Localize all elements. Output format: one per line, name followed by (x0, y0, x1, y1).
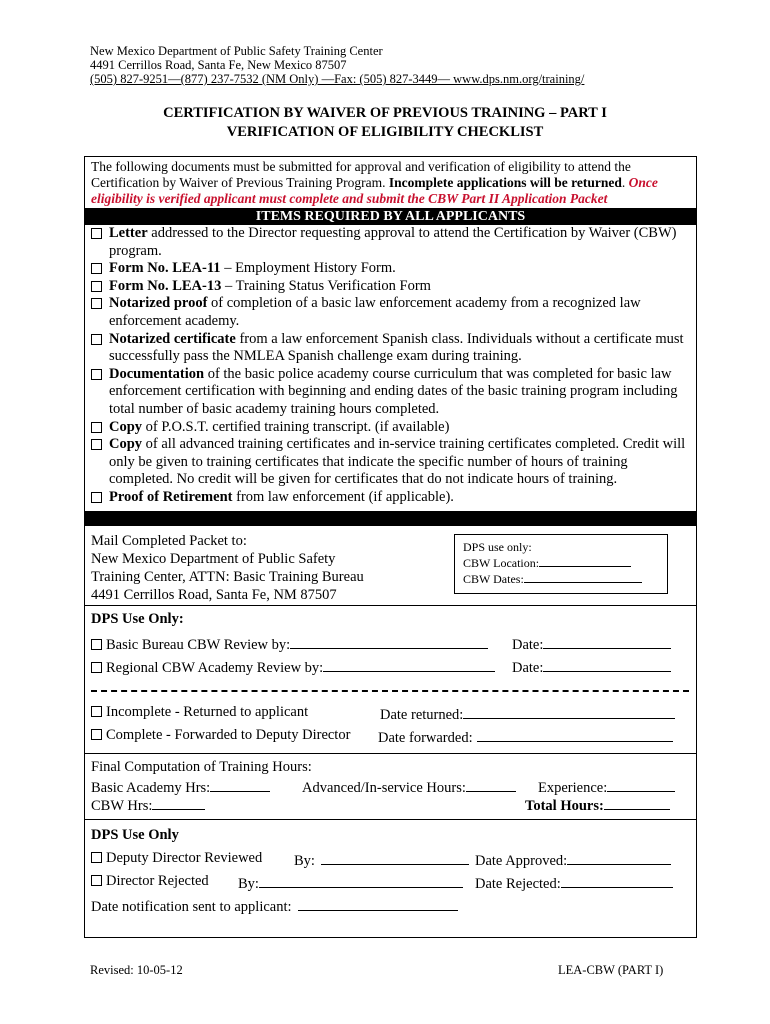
item-label: Notarized proof (109, 295, 208, 312)
item-text: addressed to the Director requesting approval to attend the Certification by Waiver (CBW) program. (109, 225, 677, 259)
mail-line-3: Training Center, ATTN: Basic Training Bureau (91, 569, 364, 585)
checkbox[interactable] (91, 298, 102, 309)
regional-review-field[interactable] (323, 657, 495, 672)
director-rejected-label: Director Rejected (106, 873, 209, 889)
checklist-item-lea-11 (85, 260, 696, 278)
date-label: Date: (512, 660, 544, 676)
item-label: Copy (109, 436, 143, 453)
item-label: Documentation (109, 365, 205, 382)
revision-date: Revised: 10-05-12 (90, 963, 183, 977)
date-approved-row (475, 850, 671, 870)
director-rejected-row (91, 873, 209, 890)
date-approved-label: Date Approved: (475, 853, 568, 869)
date-rejected-field[interactable] (561, 873, 673, 888)
intro-box (84, 156, 697, 212)
item-label: Letter (109, 225, 148, 241)
total-hours-field[interactable] (604, 795, 670, 810)
experience-field[interactable] (607, 777, 675, 792)
checklist-item-training-certificates (85, 436, 696, 489)
basic-review-date-field[interactable] (543, 634, 671, 649)
advanced-field[interactable] (466, 777, 516, 792)
date-returned-label: Date returned: (380, 707, 464, 723)
checklist-item-post-transcript (85, 419, 696, 437)
basic-review-date-row (512, 634, 671, 654)
cbw-hrs-row (91, 795, 205, 815)
incomplete-label: Incomplete - Returned to applicant (106, 704, 309, 720)
item-label: Form No. LEA-13 (109, 277, 222, 294)
item-label: Copy (109, 418, 143, 435)
divider-bar (84, 511, 697, 526)
dps-use-heading: DPS Use Only: (91, 611, 184, 627)
checkbox[interactable] (91, 369, 102, 380)
intro-red-note: Once eligibility is verified applicant must complete and submit the CBW Part II Application Packet (91, 175, 658, 206)
intro-text: The following documents must be submitted for approval and verification of eligibility to attend the Certification by Waiver of Previous Training Program. (91, 159, 631, 190)
basic-academy-row (91, 777, 270, 797)
dps-use-only-decision-section (84, 820, 697, 938)
experience-label: Experience: (538, 780, 608, 796)
intro-warning: Incomplete applications will be returned (388, 175, 622, 190)
notification-field[interactable] (298, 896, 458, 911)
deputy-reviewed-label: Deputy Director Reviewed (106, 850, 263, 866)
item-text: from law enforcement (if applicable). (232, 488, 454, 505)
date-rejected-row (475, 873, 673, 893)
basic-review-label: Basic Bureau CBW Review by: (106, 637, 291, 653)
incomplete-row (91, 704, 308, 721)
dps-use-only-review-section (84, 606, 697, 754)
checkbox[interactable] (91, 334, 102, 345)
basic-academy-field[interactable] (210, 777, 270, 792)
mail-line-1: Mail Completed Packet to: (91, 533, 247, 549)
advanced-row (302, 777, 516, 797)
regional-review-date-field[interactable] (543, 657, 671, 672)
item-label: Notarized certificate (109, 330, 236, 347)
basic-academy-label: Basic Academy Hrs: (91, 780, 211, 796)
item-text: of all advanced training certificates and in-service training certificates completed. Credit will only be given to training certificates that indicate the specific number of hours of training completed. No credit will be given for certificates that do not indicate hours of training. (109, 436, 686, 488)
checklist-item-letter (85, 225, 696, 260)
checkbox[interactable] (91, 281, 102, 292)
item-text: of the basic police academy course curriculum that was completed for basic law enforcement certification with beginning and ending dates of the basic training program including total number of basic academy training hours completed. (109, 365, 678, 417)
checkbox[interactable] (91, 639, 102, 650)
checklist-item-notarized-certificate (85, 331, 696, 366)
cbw-dates-field[interactable] (524, 571, 642, 583)
checklist-item-proof-of-retirement (85, 489, 696, 507)
checkbox[interactable] (91, 228, 102, 239)
cbw-dates-row (463, 571, 659, 587)
checkbox[interactable] (91, 706, 102, 717)
dps-decision-heading: DPS Use Only (91, 827, 179, 843)
item-text: of P.O.S.T. certified training transcript. (if available) (142, 418, 450, 435)
cbw-hrs-field[interactable] (152, 795, 205, 810)
item-text: from a law enforcement Spanish class. Individuals without a certificate must successfully pass the NMLEA Spanish challenge exam during training. (109, 330, 684, 365)
regional-review-row (91, 657, 495, 677)
date-forwarded-label: Date forwarded: (378, 730, 473, 746)
cbw-location-label: CBW Location: (463, 556, 540, 570)
date-label: Date: (512, 637, 544, 653)
dashed-separator (91, 690, 689, 692)
checkbox[interactable] (91, 492, 102, 503)
by-label: By: (238, 876, 259, 892)
checklist-item-lea-13 (85, 278, 696, 296)
org-address: 4491 Cerrillos Road, Santa Fe, New Mexico 87507 (90, 58, 347, 72)
date-returned-field[interactable] (463, 704, 675, 719)
date-rejected-label: Date Rejected: (475, 876, 561, 892)
checklist-item-documentation (85, 366, 696, 419)
by-label: By: (294, 853, 315, 869)
cbw-hrs-label: CBW Hrs: (91, 798, 153, 814)
item-text: – Employment History Form. (220, 260, 396, 277)
intro-period: . (621, 175, 626, 190)
cbw-location-row (463, 555, 659, 571)
checkbox[interactable] (91, 875, 102, 886)
mail-line-4: 4491 Cerrillos Road, Santa Fe, NM 87507 (91, 587, 337, 603)
total-hours-row (525, 795, 670, 815)
regional-review-date-row (512, 657, 671, 677)
mail-address (91, 532, 364, 604)
dps-use-only-box (454, 534, 668, 594)
org-contact: (505) 827-9251—(877) 237-7532 (NM Only) —Fax: (505) 827-3449— www.dps.nm.org/training/ (90, 72, 585, 86)
checkbox[interactable] (91, 852, 102, 863)
items-required-header: ITEMS REQUIRED BY ALL APPLICANTS (84, 208, 697, 225)
org-name: New Mexico Department of Public Safety Training Center (90, 44, 383, 58)
item-text: – Training Status Verification Form (221, 277, 431, 294)
deputy-by-field[interactable] (321, 850, 469, 865)
date-forwarded-row (378, 727, 673, 747)
mail-section (84, 526, 697, 606)
items-checklist (84, 225, 697, 511)
checkbox[interactable] (91, 439, 102, 450)
basic-review-field[interactable] (290, 634, 488, 649)
notification-row (91, 896, 458, 916)
computation-heading: Final Computation of Training Hours: (91, 759, 312, 775)
date-returned-row (380, 704, 675, 724)
deputy-reviewed-row (91, 850, 262, 867)
title-line-1: CERTIFICATION BY WAIVER OF PREVIOUS TRAINING – PART I (163, 105, 607, 121)
checkbox[interactable] (91, 263, 102, 274)
complete-row (91, 727, 350, 744)
checkbox[interactable] (91, 662, 102, 673)
deputy-by-row (294, 850, 469, 870)
checkbox[interactable] (91, 729, 102, 740)
form-id: LEA-CBW (PART I) (558, 963, 664, 977)
document-title (0, 104, 770, 142)
checklist-item-notarized-proof (85, 295, 696, 330)
regional-review-label: Regional CBW Academy Review by: (106, 660, 324, 676)
date-approved-field[interactable] (567, 850, 671, 865)
complete-label: Complete - Forwarded to Deputy Director (106, 727, 351, 743)
dps-box-title: DPS use only: (463, 540, 532, 554)
total-hours-label: Total Hours: (525, 798, 604, 814)
mail-line-2: New Mexico Department of Public Safety (91, 551, 336, 567)
item-label: Form No. LEA-11 (109, 260, 221, 277)
notification-label: Date notification sent to applicant: (91, 899, 292, 915)
experience-row (538, 777, 675, 797)
advanced-label: Advanced/In-service Hours: (302, 780, 466, 796)
letterhead (90, 44, 584, 86)
item-text: of completion of a basic law enforcement academy from a recognized law enforcement academy. (109, 295, 641, 329)
item-label: Proof of Retirement (109, 488, 233, 505)
computation-section (84, 754, 697, 820)
checkbox[interactable] (91, 422, 102, 433)
cbw-location-field[interactable] (539, 555, 631, 567)
rejected-by-row (238, 873, 463, 893)
rejected-by-field[interactable] (259, 873, 463, 888)
date-forwarded-field[interactable] (477, 727, 673, 742)
cbw-dates-label: CBW Dates: (463, 572, 524, 586)
basic-review-row (91, 634, 488, 654)
title-line-2: VERIFICATION OF ELIGIBILITY CHECKLIST (226, 124, 544, 140)
